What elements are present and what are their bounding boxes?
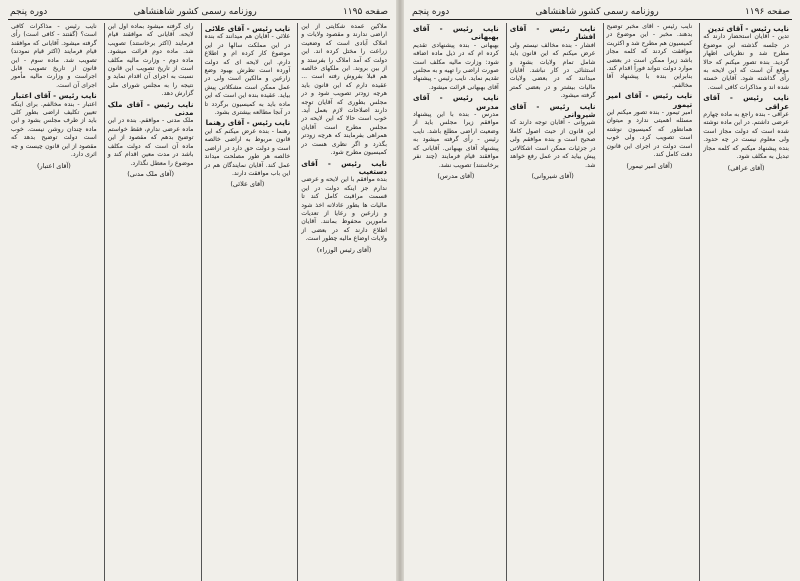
speaker-entry: نایب رئیس - آقای عراقی	[703, 93, 789, 111]
speaker-entry: نایب رئیس - آقای افشار	[509, 24, 596, 42]
signature-note: (آقای مدرس)	[437, 171, 475, 180]
paragraph: نایب رئیس - آقای مخبر توضیح بدهند. مخبر - این موضوع در کمیسیون هم مطرح شد و اکثریت موافقت کردند که کلمه مجاز باشد زیرا ممکن است در بعضی موارد دولت نتواند فوراً اقدام کند. بنابراین بنده با پیشنهاد آقا مخالفم.	[606, 23, 693, 89]
signature-note: (آقای ملک مدنی)	[127, 169, 174, 178]
speaker-entry: نایب رئیس - آقای بهبهانی	[413, 24, 499, 42]
page-header	[8, 6, 390, 20]
signature-note: (آقای عراقی)	[727, 163, 765, 172]
speaker-entry: نایب رئیس - آقای تدین	[707, 24, 789, 33]
speaker-entry: نایب رئیس - آقای ملک مدنی	[107, 99, 194, 118]
page-header	[410, 6, 792, 20]
signature-note: (آقای اعتبار)	[36, 161, 71, 170]
column-1	[699, 23, 792, 581]
newspaper-title: روزنامه رسمی کشور شاهنشاهی	[133, 6, 257, 17]
column-1	[297, 23, 390, 581]
paragraph: ملاکین عمده شکایتی از این اراضی ندارند و مقصود ولایات و املاک آبادی است که وضعیت زراعت را مختل کرده اند. این دولت که آمد املاک را بفرستد و از بین بروند. این ملکهای خالصه هم قبلا بفروش رفته است ... عقیده دارم که این قانون باید هرچه زودتر تصویب شود و در مجلس بطوری که آقایان توجه دارند اصلاحات لازم بعمل آید. خوب است حالا که این لایحه در مجلس مطرح است آقایان همراهی بفرمایند که هرچه زودتر بگذرد و اگر نظری هست در کمیسیون مطرح شود.	[301, 23, 387, 157]
paragraph: بنده موافقم با این لایحه و عرضی ندارم جز اینکه دولت در این قسمت مراقبت کامل کند تا مالیات ها بطور عادلانه اخذ شود و زارعین و رعایا از تعدیات مامورین محفوظ بمانند. آقایان اطلاع دارند که در بعضی از ولایات اوضاع مالیه چطور است.	[301, 176, 387, 243]
signature-note: (آقای علائی)	[230, 180, 265, 189]
issue-label: دوره پنجم	[412, 6, 450, 17]
column-2	[603, 23, 696, 581]
paragraph: افشار - بنده مخالف نیستم ولی عرض میکنم که این قانون باید شامل تمام ولایات بشود و استثنائی در کار نباشد. آقایان میدانند که در بعضی ولایات مالیات بیشتر و در بعضی کمتر گرفته میشود.	[509, 41, 596, 100]
page-number: صفحه ۱۱۹۵	[342, 6, 388, 17]
speaker-entry: نایب رئیس - آقای اعتبار	[11, 91, 97, 101]
speaker-entry: نایب رئیس - آقای علائی	[204, 24, 291, 33]
paragraph: رأی گرفته میشود بماده اول این لایحه. آقایانی که موافقند قیام فرمایند (اکثر برخاستند) تصویب شد. ماده دوم قرائت میشود. ماده دوم - وزارت مالیه مکلف است از تاریخ تصویب این قانون نسبت به اجرای آن اقدام نماید و نتیجه را به مجلس شورای ملی گزارش دهد.	[107, 23, 194, 98]
newspaper-title: روزنامه رسمی کشور شاهنشاهی	[535, 6, 659, 17]
paragraph: نایب رئیس - مذاکرات کافی است؟ (گفتند - کافی است) رأی گرفته میشود. آقایانی که موافقند قیام فرمایند (اکثر قیام نمودند) تصویب شد. ماده سوم - این قانون از تاریخ تصویب قابل اجراست و وزارت مالیه مأمور اجرای آن است.	[11, 23, 97, 89]
paragraph: اعتبار - بنده مخالفم. برای اینکه تعیین تکلیف اراضی بطور کلی باید از طرف مجلس بشود و این ماده چندان روشن نیست. خوب است دولت توضیح بدهد که مقصود از این قانون چیست و چه اثری دارد.	[11, 100, 97, 159]
speaker-entry: نایب رئیس - آقای رهنما	[205, 118, 291, 128]
issue-label: دوره پنجم	[10, 6, 48, 17]
paragraph: عراقی - بنده راجع به ماده چهارم عرضی داشتم. در این ماده نوشته شده است که دولت مجاز است ولی معلوم نیست در چه حدود. بنده پیشنهاد میکنم که کلمه مجاز تبدیل به مکلف شود.	[703, 111, 789, 161]
speaker-entry: نایب رئیس - آقای امیر تیمور	[606, 91, 693, 109]
page-number: صفحه ۱۱۹۶	[744, 6, 790, 17]
paragraph: مدرس - بنده با این پیشنهاد موافقم زیرا مجلس باید از وضعیت اراضی مطلع باشد. نایب رئیس - رأی گرفته میشود به پیشنهاد آقای بهبهانی. آقایانی که موافقند قیام فرمایند (چند نفر برخاستند) تصویب نشد.	[413, 111, 499, 169]
column-4	[410, 23, 502, 581]
speaker-entry: نایب رئیس - آقای مدرس	[413, 93, 499, 111]
column-2	[201, 23, 294, 581]
speaker-entry: نایب رئیس - آقای شیروانی	[509, 101, 596, 120]
speaker-entry: نایب رئیس - آقای دستغیب	[301, 158, 387, 176]
column-group	[410, 23, 792, 581]
left-page	[0, 0, 398, 581]
paragraph: امیر تیمور - بنده تصور میکنم این مسئله اهمیتی ندارد و میتوان همانطور که کمیسیون نوشته است تصویب کرد. ولی خوب است دولت در اجرای این قانون دقت کامل کند.	[606, 109, 693, 159]
signature-note: (آقای امیر تیمور)	[626, 161, 673, 170]
column-3	[104, 23, 197, 581]
paragraph: شیروانی - آقایان توجه دارند که این قانون از حیث اصول کاملا صحیح است و بنده موافقم ولی در جزئیات ممکن است اشکالاتی پیش بیاید که در عمل رفع خواهد شد.	[509, 119, 596, 169]
paragraph: رهنما - بنده عرض میکنم که این قانون مربوط به اراضی خالصه است و دولت حق دارد در اراضی خالصه هر طور مصلحت میداند عمل کند. آقایان نمایندگان هم در این باب موافقت دارند.	[204, 127, 291, 177]
paragraph: بهبهانی - بنده پیشنهادی تقدیم کرده ام که در ذیل ماده اضافه شود: وزارت مالیه مکلف است صورت اراضی را تهیه و به مجلس تقدیم نماید. نایب رئیس - پیشنهاد آقای بهبهانی قرائت میشود.	[413, 41, 499, 91]
right-page	[402, 0, 800, 581]
column-group	[8, 23, 390, 581]
signature-note: (آقای شیروانی)	[531, 171, 574, 180]
paragraph: ملک مدنی - موافقم. بنده در این ماده عرضی ندارم، فقط خواستم توضیح بدهم که مقصود از این ماده آن است که دولت مکلف باشد در مدت معین اقدام کند و موضوع را معطل نگذارد.	[107, 117, 194, 167]
paragraph: تدین - آقایان استحضار دارند که در جلسه گذشته این موضوع مطرح شد و نظریاتی اظهار گردید. بنده تصور میکنم که حالا موقع آن است که این لایحه به رأی گذاشته شود. آقایان خسته شده اند و مذاکرات کافی است.	[703, 33, 789, 91]
signature-note: (آقای رئیس الوزراء)	[316, 245, 372, 254]
column-3	[506, 23, 599, 581]
paragraph: علائی - آقایان هم میدانند که بنده در این مملکت سالها در این موضوع کار کرده ام و اطلاع دارم. این لایحه ای که دولت آورده است نظرش بهبود وضع زارعین و مالکین است ولی در عمل ممکن است مشکلاتی پیش بیاید. عقیده بنده این است که این ماده باید به کمیسیون برگردد تا در آنجا مطالعه بیشتری بشود.	[204, 33, 291, 117]
column-4	[8, 23, 100, 581]
